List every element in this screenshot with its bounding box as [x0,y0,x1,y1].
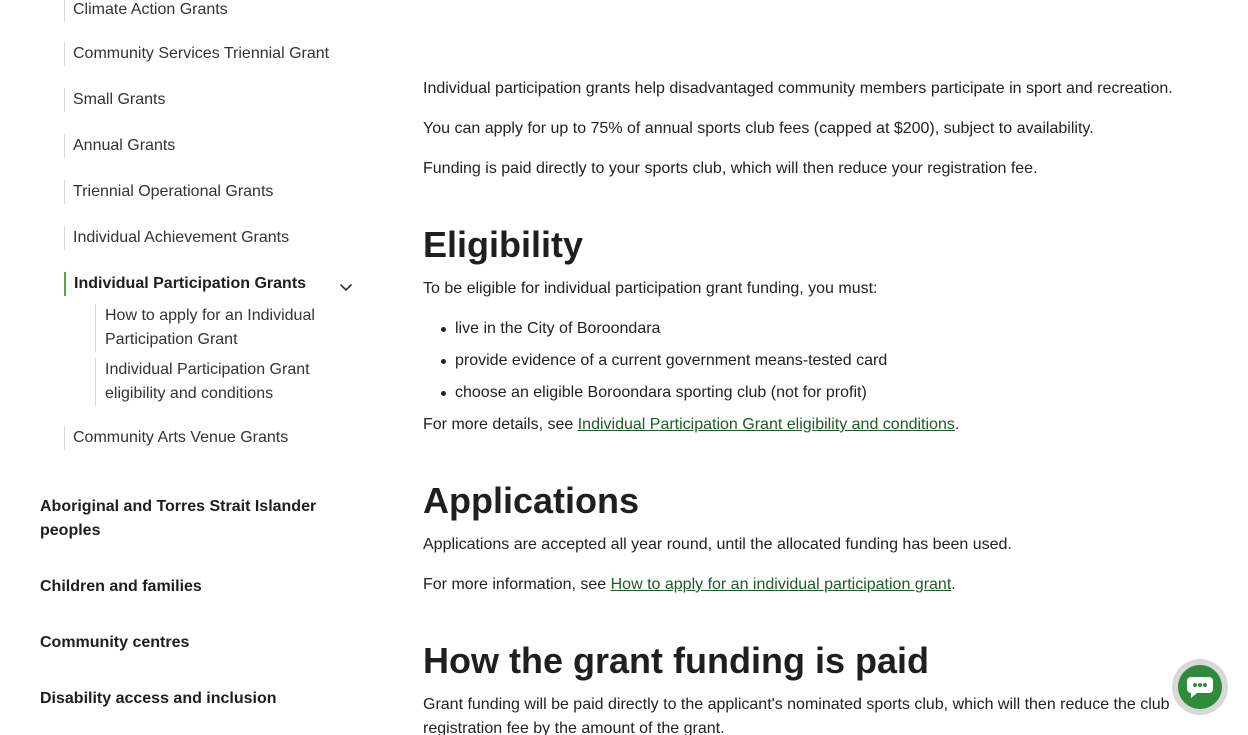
sidebar-item-community-services-triennial-grant[interactable]: Community Services Triennial Grant [64,42,364,66]
sidebar-item-climate-action-grants[interactable]: Climate Action Grants [64,0,364,22]
applications-more-info [423,573,1213,597]
sidebar-item-annual-grants[interactable]: Annual Grants [64,134,364,158]
intro-paragraph-1: Individual participation grants help disadvantaged community members participate in sport and recreation. [423,80,1173,97]
intro-paragraph-2: You can apply for up to 75% of annual sports club fees (capped at $200), subject to availability. [423,120,1094,137]
sidebar-child-eligibility-and-conditions[interactable]: Individual Participation Grant eligibility and conditions [95,358,355,406]
sidebar-item-aboriginal-torres-strait[interactable]: Aboriginal and Torres Strait Islander peoples [40,498,317,539]
sidebar-item-individual-achievement-grants[interactable]: Individual Achievement Grants [64,226,364,250]
eligibility-heading: Eligibility [423,224,584,265]
chat-button[interactable] [1172,659,1228,715]
chevron-down-icon[interactable] [338,279,354,295]
funding-paid-text: Grant funding will be paid directly to the applicant's nominated sports club, which will then reduce the club registration fee by the amount of the grant. [423,696,1170,735]
sidebar-child-how-to-apply[interactable]: How to apply for an Individual Participation Grant [95,304,355,352]
intro-paragraph-3: Funding is paid directly to your sports club, which will then reduce your registration fee. [423,160,1038,177]
sidebar-item-children-families[interactable]: Children and families [40,578,202,595]
eligibility-conditions-link[interactable]: Individual Participation Grant eligibility and conditions [577,416,955,433]
eligibility-more-details [423,413,1213,437]
eligibility-lead: To be eligible for individual participation grant funding, you must: [423,280,878,297]
main-content [423,0,1223,735]
applications-more-suffix: . [951,576,956,593]
applications-heading: Applications [423,480,640,521]
how-to-apply-link[interactable]: How to apply for an individual participation grant [610,576,952,593]
sidebar-item-community-arts-venue-grants[interactable]: Community Arts Venue Grants [64,426,364,450]
sidebar-item-small-grants[interactable]: Small Grants [64,88,364,112]
eligibility-more-suffix: . [954,416,960,433]
chat-icon [1178,665,1222,709]
sidebar-item-individual-participation-grants[interactable]: Individual Participation Grants [64,272,364,296]
funding-paid-heading: How the grant funding is paid [423,640,929,681]
eligibility-list [423,317,1183,413]
sidebar-item-triennial-operational-grants[interactable]: Triennial Operational Grants [64,180,364,204]
list-item: choose an eligible Boroondara sporting club (not for profit) [423,381,1183,413]
list-item: live in the City of Boroondara [423,317,1183,349]
eligibility-more-prefix: For more details, see [423,416,578,433]
sidebar-item-disability-access[interactable]: Disability access and inclusion [40,690,277,707]
applications-text: Applications are accepted all year round, until the allocated funding has been used. [423,536,1012,553]
applications-more-prefix: For more information, see [423,576,611,593]
list-item: provide evidence of a current government means-tested card [423,349,1183,381]
sidebar-item-community-centres[interactable]: Community centres [40,634,190,651]
sidebar-nav [0,0,380,735]
